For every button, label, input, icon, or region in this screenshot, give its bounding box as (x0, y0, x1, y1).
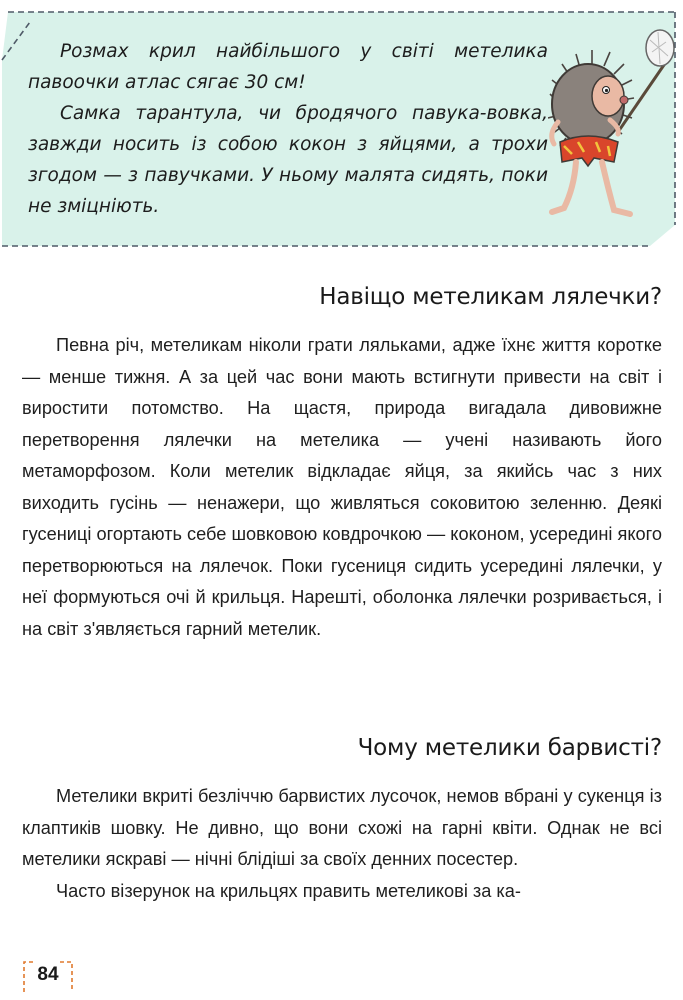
hedgehog-arm (552, 122, 558, 144)
hedgehog-nose (620, 96, 628, 104)
body-paragraph: Часто візерунок на крильцях править метеликові за ка- (56, 880, 521, 901)
section-heading: Чому метелики барвисті? (357, 735, 662, 761)
section-pupae (22, 284, 662, 645)
section-heading: Навіщо метеликам лялечки? (319, 284, 662, 310)
fact-box (0, 0, 683, 250)
fact-box-text (28, 36, 548, 222)
hedgehog-leg (552, 162, 576, 212)
hedgehog-leg (602, 162, 630, 214)
section-body (22, 330, 662, 645)
fact-paragraph: Самка тарантула, чи бродячого павука-вовка, завжди носить із собою кокон з яйцями, а трохи згодом — з павучками. У ньому малята сидять, поки не зміцніють. (28, 103, 548, 217)
fact-paragraph: Розмах крил найбільшого у світі метелика павоочки атлас сягає 30 см! (28, 41, 548, 93)
body-paragraph: Метелики вкриті безліччю барвистих лусочок, немов вбрані у сукенця із клаптиків шовку. Не дивно, що вони схожі на гарні квіти. Однак не всі метелики яскраві — нічні блідіші за своїх денних посестер. (22, 786, 662, 869)
hedgehog-face (592, 76, 624, 116)
body-paragraph: Певна річ, метеликам ніколи грати ляльками, адже їхнє життя коротке — менше тижня. А за цей час вони мають встигнути привести на світ і виростити потомство. На щастя, природа вигадала дивовижне перетворення лялечки на метелика — учені називають його метаморфозом. Коли метелик відкладає яйця, за якийсь час з них виходить гусінь — ненажери, що живляться соковитою зеленню. Деякі гусениці огортають себе шовковою ковдрочкою — коконом, усередині якого перетворюються на лялечок. Поки гусениця сидить усередині лялечки, у неї формуються очі й крильця. Нарешті, оболонка лялечки розривається, і на світ з'являється гарний метелик. (22, 335, 662, 639)
section-colors (22, 735, 662, 907)
page-number-badge (22, 958, 74, 994)
hedgehog-illustration (548, 22, 678, 227)
page-number: 84 (37, 964, 59, 985)
section-body (22, 781, 662, 907)
